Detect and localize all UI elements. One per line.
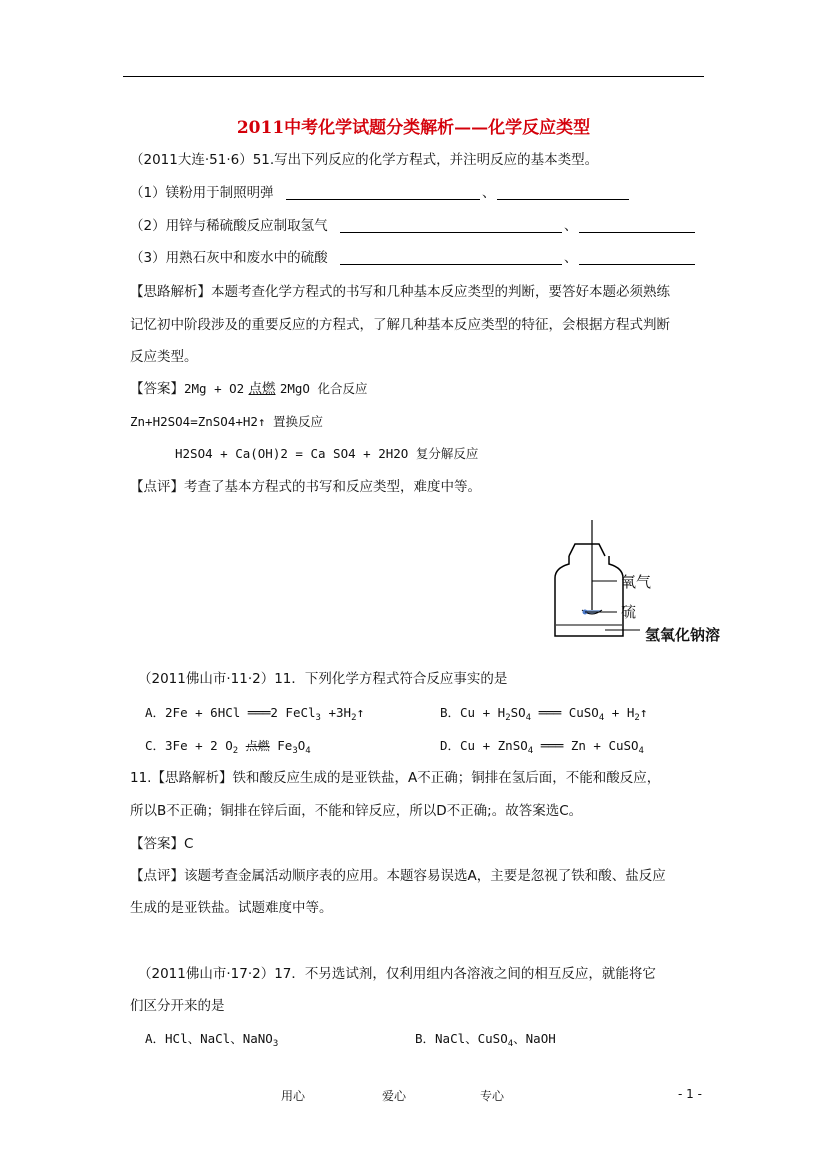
q11-comment-line1: 【点评】该题考查金属活动顺序表的应用。本题容易误选A，主要是忽视了铁和酸、盐反应 — [130, 868, 666, 884]
subscript: 4 — [525, 713, 532, 723]
condition-ignite: 点燃 — [245, 739, 270, 753]
option-b-part: ═══ CuSO — [531, 705, 599, 720]
label-oxygen: 氧气 — [621, 573, 652, 591]
answer-blank — [579, 264, 695, 265]
answer-label: 【答案】 — [130, 381, 184, 397]
option-a-tail: +3H — [320, 705, 352, 720]
subscript: 2 — [505, 713, 511, 723]
subscript: 2 — [634, 713, 640, 723]
q51-analysis-line1: 【思路解析】本题考查化学方程式的书写和几种基本反应类型的判断，要答好本题必须熟练 — [130, 284, 670, 300]
q11-option-b — [440, 704, 648, 727]
q51-analysis-line2: 记忆初中阶段涉及的重要反应的方程式，了解几种基本反应类型的特征，会根据方程式判断 — [130, 317, 670, 333]
q11-comment-line2: 生成的是亚铁盐。试题难度中等。 — [130, 900, 333, 916]
option-c-part: O — [297, 738, 306, 753]
answer1-product: 2MgO 化合反应 — [279, 381, 368, 396]
page-number: - 1 - — [678, 1087, 702, 1101]
q11-option-c — [145, 737, 311, 760]
option-c-part: Fe — [269, 738, 293, 753]
subscript: 4 — [507, 1039, 514, 1049]
option-b-part: SO — [510, 705, 526, 720]
option-d-text: D．Cu + ZnSO — [440, 738, 528, 753]
q51-comment: 【点评】考查了基本方程式的书写和反应类型，难度中等。 — [130, 479, 481, 495]
answer-blank — [579, 232, 695, 233]
option-b-text: B．Cu + H — [440, 705, 506, 720]
q51-analysis-line3: 反应类型。 — [130, 349, 198, 365]
separator: 、 — [564, 250, 578, 266]
q17-intro-line1: （2011佛山市·17·2）17．不另选试剂，仅利用组内各溶液之间的相互反应，就能将它 — [138, 966, 656, 982]
subscript: 3 — [315, 713, 321, 723]
option-b-part: + H — [604, 705, 635, 720]
q11-answer: 【答案】C — [130, 836, 194, 852]
subscript: 4 — [527, 746, 534, 756]
subscript: 2 — [351, 713, 357, 723]
q51-answer3: H2SO4 + Ca(OH)2 = Ca SO4 + 2H2O 复分解反应 — [175, 446, 479, 461]
q11-analysis-line1: 11.【思路解析】铁和酸反应生成的是亚铁盐，A不正确；铜排在氢后面，不能和酸反应， — [130, 770, 661, 786]
option-b-text: B．NaCl、CuSO — [415, 1031, 508, 1046]
option-c-text: C．3Fe + 2 O — [145, 738, 233, 753]
q11-intro: （2011佛山市·11·2）11．下列化学方程式符合反应事实的是 — [138, 671, 508, 687]
up-arrow-icon: ↑ — [356, 706, 365, 721]
answer-blank — [286, 199, 480, 200]
answer-blank — [497, 199, 629, 200]
option-a-text: A．HCl、NaCl、NaNO — [145, 1031, 273, 1046]
q17-intro-line2: 们区分开来的是 — [130, 998, 225, 1014]
q51-item3: （3）用熟石灰中和废水中的硫酸 — [130, 250, 328, 266]
header-rule — [123, 76, 704, 77]
footer-right: 专心 — [480, 1089, 505, 1103]
option-a-text: A．2Fe + 6HCl ═══2 FeCl — [145, 705, 316, 720]
q11-analysis-line2: 所以B不正确；铜排在锌后面，不能和锌反应，所以D不正确;。故答案选C。 — [130, 803, 583, 819]
subscript: 2 — [232, 746, 239, 756]
q17-option-a — [145, 1030, 278, 1053]
q51-intro: （2011大连·51·6）51.写出下列反应的化学方程式，并注明反应的基本类型。 — [130, 152, 599, 168]
subscript: 3 — [272, 1039, 279, 1049]
separator: 、 — [482, 185, 496, 201]
separator: 、 — [564, 218, 578, 234]
q51-answer1 — [130, 380, 367, 398]
subscript: 4 — [598, 713, 605, 723]
footer-left: 用心 — [281, 1089, 306, 1103]
gas-jar — [555, 556, 623, 636]
label-naoh: 氢氧化钠溶 — [645, 626, 721, 644]
page-title: 2011中考化学试题分类解析——化学反应类型 — [236, 118, 591, 138]
jar-stopper — [569, 544, 605, 556]
answer-blank — [340, 264, 562, 265]
q51-answer2: Zn+H2SO4=ZnSO4+H2↑ 置换反应 — [130, 414, 323, 429]
q51-item1: （1）镁粉用于制照明弹 — [130, 185, 274, 201]
subscript: 4 — [305, 746, 311, 756]
q11-option-a — [145, 704, 364, 727]
condition-ignite: 点燃 — [248, 381, 276, 397]
subscript: 3 — [292, 746, 298, 756]
answer1-reactants: 2Mg + O2 — [184, 381, 245, 396]
label-sulfur: 硫 — [621, 603, 637, 621]
footer-mid: 爱心 — [382, 1089, 407, 1103]
option-b-tail: 、NaOH — [513, 1031, 556, 1046]
subscript: 4 — [638, 746, 644, 756]
answer-blank — [340, 232, 562, 233]
q17-option-b — [415, 1030, 556, 1053]
q51-item2: （2）用锌与稀硫酸反应制取氢气 — [130, 218, 328, 234]
up-arrow-icon: ↑ — [639, 706, 648, 721]
q11-option-d — [440, 737, 644, 760]
option-d-part: ═══ Zn + CuSO — [533, 738, 639, 753]
